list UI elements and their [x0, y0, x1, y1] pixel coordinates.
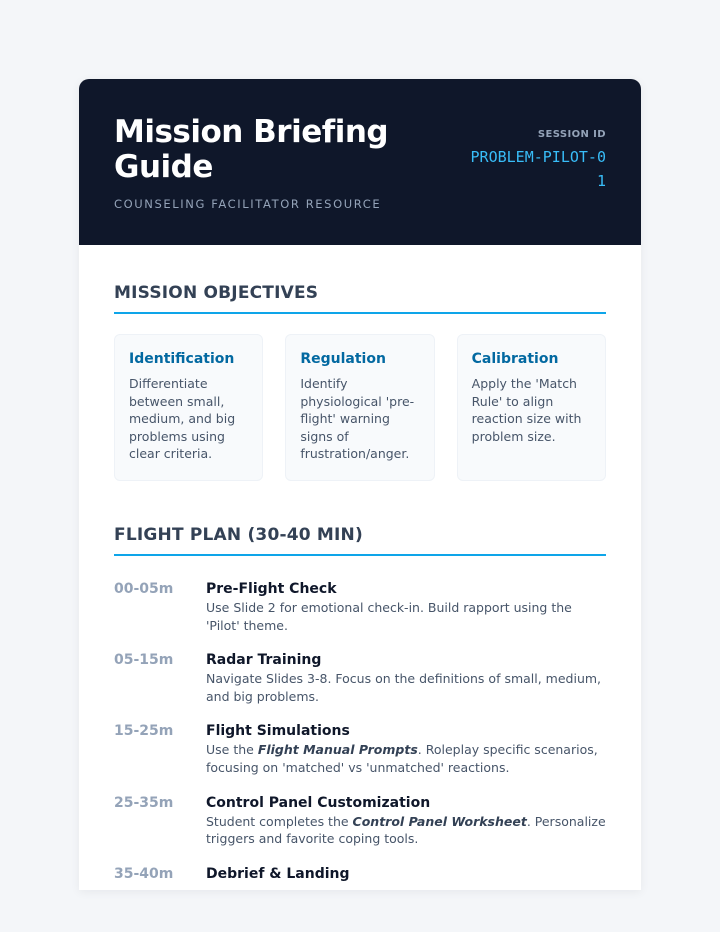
step-time: 35-40m — [114, 865, 174, 882]
step-title: Radar Training — [206, 652, 322, 669]
step-desc-text: . Roleplay specific scenarios, focusing on 'matched' vs 'unmatched' reactions. — [206, 742, 598, 775]
step-title: Debrief & Landing — [206, 865, 350, 882]
step-title: Pre-Flight Check — [206, 581, 337, 597]
session-id-value: PROBLEM-PILOT-01 — [470, 148, 606, 190]
objective-title: Identification — [129, 351, 235, 367]
step-content — [206, 722, 606, 776]
step-description — [206, 813, 606, 848]
objective-text: Differentiate between small, medium, and big problems using clear criteria. — [129, 376, 236, 462]
objectives-grid — [114, 334, 606, 481]
step-desc-text: Use the — [206, 742, 258, 758]
flight-plan-heading: FLIGHT PLAN (30-40 MIN) — [114, 525, 606, 556]
step-content — [206, 651, 606, 705]
plan-step — [114, 722, 606, 776]
session-block — [466, 129, 606, 193]
objective-title: Calibration — [471, 351, 559, 367]
step-description — [206, 670, 606, 705]
header-banner — [79, 79, 641, 245]
step-content — [206, 794, 606, 848]
step-time: 00-05m — [114, 581, 174, 597]
step-time: 25-35m — [114, 794, 174, 811]
step-title: Flight Simulations — [206, 723, 350, 740]
step-desc-text: . Personalize triggers and favorite coping tools. — [206, 813, 606, 847]
plan-step — [114, 794, 606, 848]
step-desc-text: Student completes the — [206, 813, 353, 829]
page-subtitle: COUNSELING FACILITATOR RESOURCE — [114, 197, 382, 211]
step-content — [206, 580, 606, 634]
step-desc-emphasis: Flight Manual Prompts — [257, 742, 418, 758]
objective-title: Regulation — [300, 351, 386, 367]
objective-card-identification — [114, 334, 263, 481]
step-description — [206, 599, 606, 634]
step-title: Control Panel Customization — [206, 794, 431, 811]
step-time: 15-25m — [114, 723, 174, 740]
plan-step — [114, 865, 606, 883]
objective-card-regulation — [285, 334, 434, 481]
plan-step — [114, 651, 606, 705]
objective-text: Identify physiological 'pre-flight' warning signs of frustration/anger. — [300, 376, 415, 462]
step-desc-emphasis: Control Panel Worksheet — [352, 813, 527, 829]
step-desc-text: Use Slide 2 for emotional check-in. Build rapport using the 'Pilot' theme. — [206, 600, 572, 633]
step-time: 05-15m — [114, 652, 174, 669]
objectives-heading: MISSION OBJECTIVES — [114, 283, 606, 314]
session-id-label: SESSION ID — [537, 129, 606, 140]
page-title: Mission Briefing Guide — [114, 114, 389, 185]
flight-plan-list — [114, 580, 606, 883]
objective-text: Apply the 'Match Rule' to align reaction size with problem size. — [471, 376, 582, 444]
step-content — [206, 865, 350, 883]
objective-card-calibration — [457, 334, 606, 481]
step-description — [206, 741, 606, 776]
plan-step — [114, 580, 606, 634]
card-body — [79, 283, 641, 883]
step-desc-text: Navigate Slides 3-8. Focus on the definitions of small, medium, and big problems. — [206, 671, 602, 704]
briefing-card — [79, 79, 641, 890]
